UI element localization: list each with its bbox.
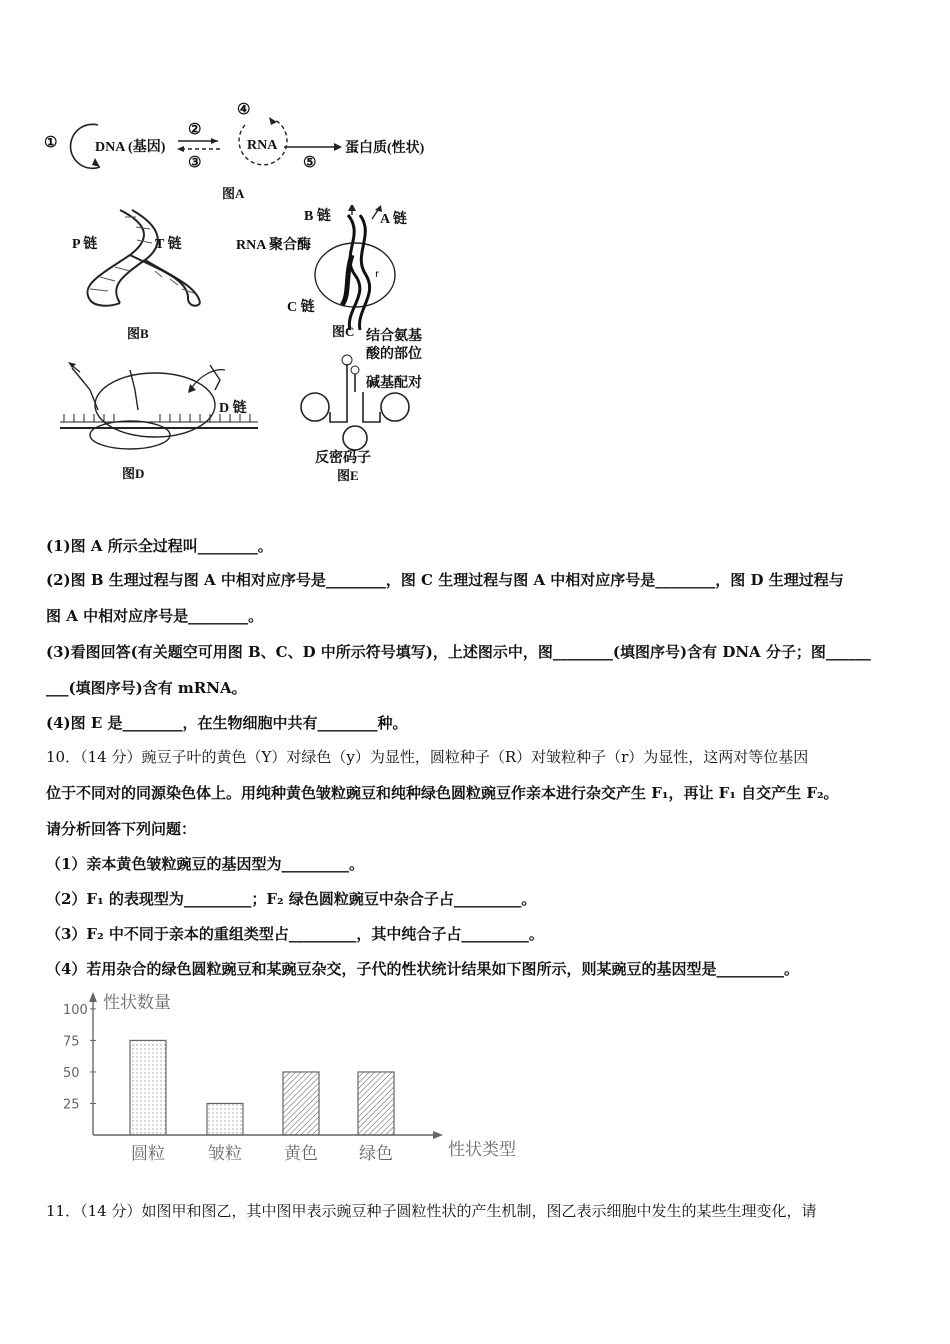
q9-part2-line2: 图 A 中相对应序号是________。 bbox=[46, 607, 264, 625]
x-tick-label: 绿色 bbox=[359, 1144, 393, 1164]
caption-c: 图C bbox=[332, 324, 355, 339]
label-rna: RNA bbox=[247, 138, 278, 153]
trait-count-chart bbox=[40, 988, 560, 1173]
label-rna-polymerase: RNA 聚合酶 bbox=[236, 238, 312, 253]
label-d-chain: D 链 bbox=[219, 401, 247, 416]
label-protein: 蛋白质(性状) bbox=[345, 141, 425, 156]
bar-1 bbox=[130, 1040, 166, 1135]
y-tick-label: 25 bbox=[63, 1097, 80, 1113]
label-5: ⑤ bbox=[303, 155, 317, 171]
q11-stem: 11．（14 分）如图甲和图乙，其中图甲表示豌豆种子圆粒性状的产生机制，图乙表示细胞中发生的某些生理变化，请 bbox=[46, 1202, 817, 1220]
bar-2 bbox=[207, 1103, 243, 1135]
q10-part4: （4）若用杂合的绿色圆粒豌豆和某豌豆杂交，子代的性状统计结果如下图所示，则某豌豆的基因型是_________。 bbox=[46, 960, 799, 978]
label-c-chain: C 链 bbox=[287, 300, 315, 315]
y-tick-label: 50 bbox=[63, 1065, 80, 1081]
label-4: ④ bbox=[237, 102, 251, 118]
bar-3 bbox=[283, 1072, 319, 1135]
caption-e: 图E bbox=[337, 468, 359, 483]
q10-part3: （3）F₂ 中不同于亲本的重组类型占_________，其中纯合子占_________。 bbox=[46, 925, 544, 943]
x-tick-label: 皱粒 bbox=[208, 1144, 242, 1164]
label-t-chain: T 链 bbox=[155, 237, 182, 252]
figure-e-trna bbox=[295, 352, 415, 452]
y-tick-label: 100 bbox=[63, 1002, 88, 1018]
caption-d: 图D bbox=[122, 466, 145, 481]
q9-part1: (1)图 A 所示全过程叫________。 bbox=[46, 537, 273, 555]
q10-stem-line1: 10．（14 分）豌豆子叶的黄色（Y）对绿色（y）为显性，圆粒种子（R）对皱粒种子（r）为显性，这两对等位基因 bbox=[46, 748, 809, 766]
x-tick-label: 黄色 bbox=[284, 1144, 318, 1164]
q9-part3-line1: (3)看图回答(有关题空可用图 B、C、D 中所示符号填写)，上述图示中，图________(填图序号)含有 DNA 分子；图______ bbox=[46, 643, 871, 661]
x-axis-title: 性状类型 bbox=[448, 1140, 516, 1160]
label-3: ③ bbox=[188, 155, 202, 171]
label-binding-site-1: 结合氨基 bbox=[366, 329, 422, 344]
label-p-chain: P 链 bbox=[72, 237, 98, 252]
svg-text:r: r bbox=[375, 269, 380, 280]
label-base-pairing: 碱基配对 bbox=[366, 376, 422, 391]
label-dna: DNA (基因) bbox=[95, 140, 166, 155]
q10-part1: （1）亲本黄色皱粒豌豆的基因型为_________。 bbox=[46, 855, 364, 873]
q10-stem-line2: 位于不同对的同源染色体上。用纯种黄色皱粒豌豆和纯种绿色圆粒豌豆作亲本进行杂交产生 F₁，再让 F₁ 自交产生 F₂。 bbox=[46, 784, 839, 802]
x-axis-arrow bbox=[433, 1131, 443, 1139]
q9-part2-line1: (2)图 B 生理过程与图 A 中相对应序号是________，图 C 生理过程与图 A 中相对应序号是________，图 D 生理过程与 bbox=[46, 571, 844, 589]
y-axis-title: 性状数量 bbox=[103, 993, 171, 1013]
q10-part2: （2）F₁ 的表现型为_________；F₂ 绿色圆粒豌豆中杂合子占_________。 bbox=[46, 890, 537, 908]
label-anticodon: 反密码子 bbox=[315, 451, 371, 466]
caption-b: 图B bbox=[127, 326, 149, 341]
figure-b-double-helix bbox=[70, 205, 210, 315]
caption-a: 图A bbox=[222, 186, 245, 201]
q10-stem-line3: 请分析回答下列问题： bbox=[46, 820, 197, 838]
x-tick-label: 圆粒 bbox=[131, 1144, 165, 1164]
y-axis-arrow bbox=[89, 992, 97, 1002]
label-a-chain: A 链 bbox=[380, 212, 407, 227]
label-binding-site-2: 酸的部位 bbox=[366, 347, 422, 362]
chart-bars bbox=[130, 1040, 394, 1135]
label-1: ① bbox=[44, 135, 58, 151]
label-b-chain: B 链 bbox=[304, 209, 331, 224]
y-tick-label: 75 bbox=[63, 1034, 80, 1050]
q9-part3-line2: ___(填图序号)含有 mRNA。 bbox=[46, 679, 247, 697]
q9-part4: (4)图 E 是________，在生物细胞中共有________种。 bbox=[46, 714, 408, 732]
label-2: ② bbox=[188, 122, 202, 138]
bar-4 bbox=[358, 1072, 394, 1135]
